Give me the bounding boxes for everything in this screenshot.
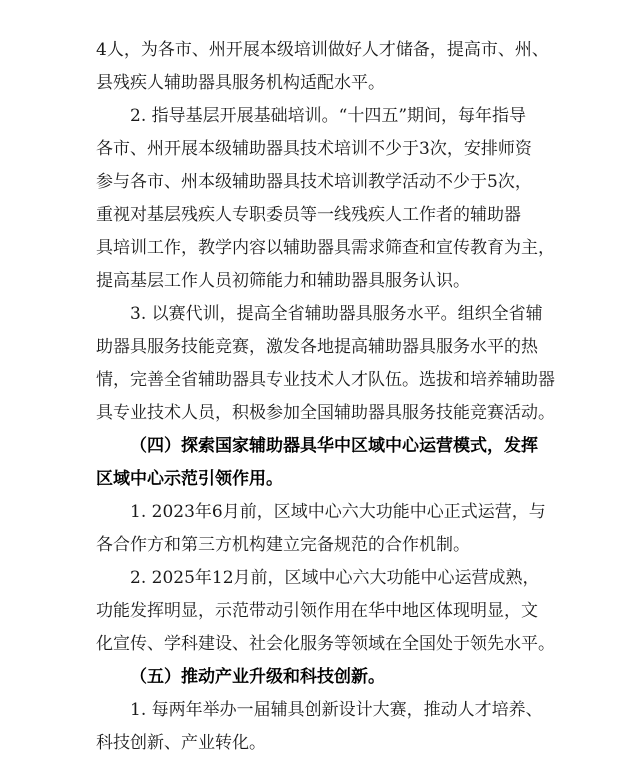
text-line: 各合作方和第三方机构建立完备规范的合作机制。 [96,535,470,555]
paragraph [96,100,572,298]
text-line: 县残疾人辅助器具服务机构适配水平。 [96,73,385,93]
text-line: 各市、州开展本级辅助器具技术培训不少于3次，安排师资 [96,139,532,159]
text-line: 提高基层工作人员初筛能力和辅助器具服务认识。 [96,271,470,291]
text-line: 具专业技术人员，积极参加全国辅助器具服务技能竞赛活动。 [96,403,555,423]
paragraph [96,694,572,760]
text-line: 功能发挥明显，示范带动引领作用在华中地区体现明显，文 [96,601,538,621]
paragraph [96,298,572,430]
text-line: 情，完善全省辅助器具专业技术人才队伍。选拔和培养辅助器 [96,370,555,390]
text-line: 4人，为各市、州开展本级培训做好人才储备，提高市、州、 [96,40,549,60]
text-line: （四）探索国家辅助器具华中区域中心运营模式，发挥 [130,436,538,456]
document-body [96,34,572,760]
text-line: 2. 2025年12月前，区域中心六大功能中心运营成熟， [130,568,540,588]
text-line: 1. 2023年6月前，区域中心六大功能中心正式运营，与 [130,502,546,522]
text-line: 2. 指导基层开展基础培训。“十四五”期间，每年指导 [130,106,527,126]
text-line: 具培训工作，教学内容以辅助器具需求筛查和宣传教育为主， [96,238,555,258]
paragraph [96,562,572,661]
section-heading [96,661,572,694]
text-line: （五）推动产业升级和科技创新。 [130,667,385,687]
text-line: 重视对基层残疾人专职委员等一线残疾人工作者的辅助器 [96,205,521,225]
paragraph [96,34,572,100]
text-line: 1. 每两年举办一届辅具创新设计大赛，推动人才培养、 [130,700,543,720]
paragraph [96,496,572,562]
section-heading [96,430,572,496]
text-line: 助器具服务技能竞赛，激发各地提高辅助器具服务水平的热 [96,337,538,357]
text-line: 参与各市、州本级辅助器具技术培训教学活动不少于5次， [96,172,532,192]
text-line: 化宣传、学科建设、社会化服务等领域在全国处于领先水平。 [96,634,555,654]
text-line: 区域中心示范引领作用。 [96,469,283,489]
text-line: 科技创新、产业转化。 [96,733,266,753]
text-line: 3. 以赛代训，提高全省辅助器具服务水平。组织全省辅 [130,304,543,324]
